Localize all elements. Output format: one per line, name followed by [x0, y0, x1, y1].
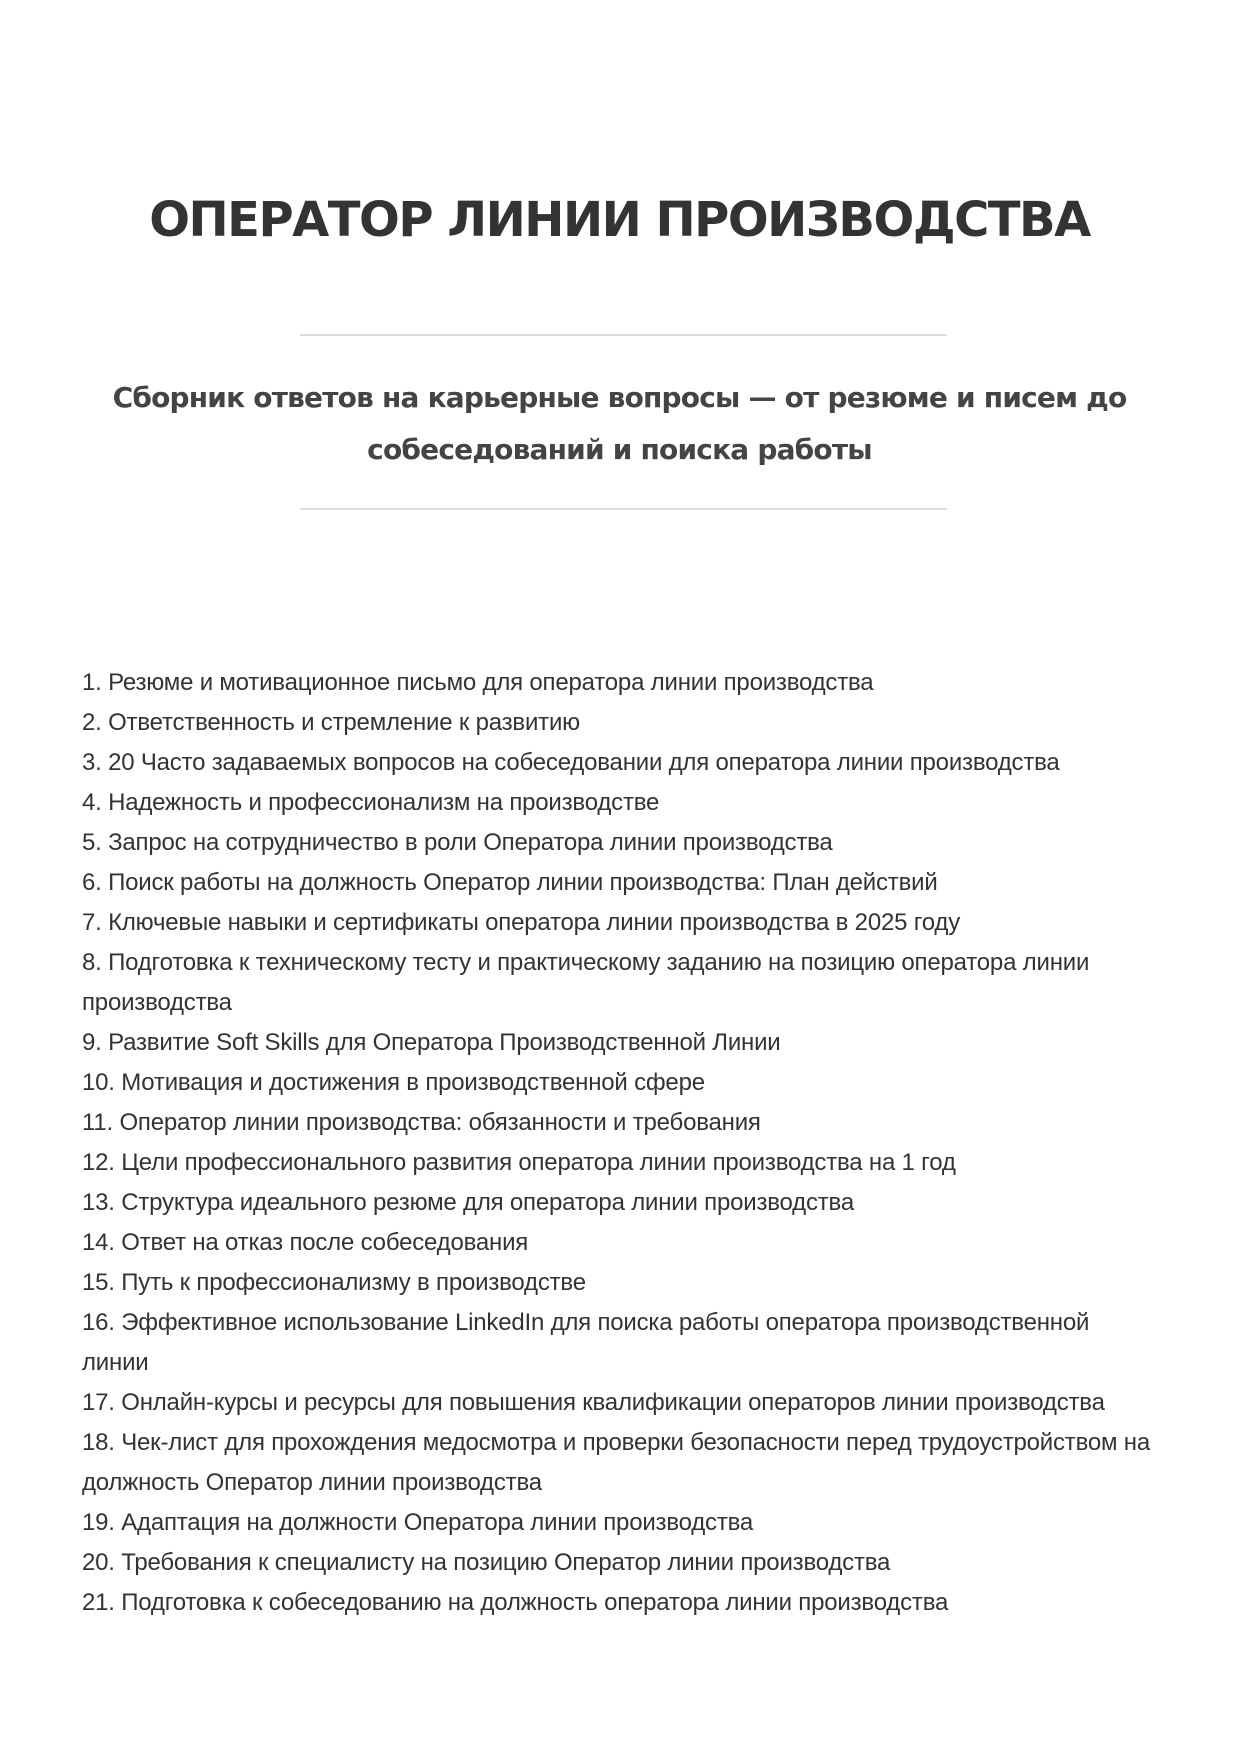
toc-item: 17. Онлайн-курсы и ресурсы для повышения квалификации операторов линии производства [82, 1389, 1105, 1416]
toc-item: 12. Цели профессионального развития оператора линии производства на 1 год [82, 1149, 956, 1176]
document-title: ОПЕРАТОР ЛИНИИ ПРОИЗВОДСТВА [149, 192, 1090, 248]
toc-item: 9. Развитие Soft Skills для Оператора Производственной Линии [82, 1029, 781, 1056]
toc-item: 18. Чек-лист для прохождения медосмотра и проверки безопасности перед трудоустройством на должность Оператор линии производства [82, 1429, 1150, 1496]
toc-item: 10. Мотивация и достижения в производственной сфере [82, 1069, 705, 1096]
toc-item: 1. Резюме и мотивационное письмо для оператора линии производства [82, 669, 874, 696]
toc-item: 8. Подготовка к техническому тесту и практическому заданию на позицию оператора линии производства [82, 949, 1090, 1016]
toc-item: 4. Надежность и профессионализм на производстве [82, 789, 660, 816]
toc-item: 16. Эффективное использование LinkedIn для поиска работы оператора производственной линии [82, 1309, 1090, 1376]
toc-item: 2. Ответственность и стремление к развитию [82, 709, 580, 736]
toc-item: 5. Запрос на сотрудничество в роли Оператора линии производства [82, 829, 833, 856]
divider-top [300, 334, 947, 336]
toc-item: 7. Ключевые навыки и сертификаты оператора линии производства в 2025 году [82, 909, 960, 936]
toc-item: 3. 20 Часто задаваемых вопросов на собеседовании для оператора линии производства [82, 749, 1060, 776]
toc-item: 21. Подготовка к собеседованию на должность оператора линии производства [82, 1589, 949, 1616]
divider-bottom [300, 508, 947, 510]
toc-item: 11. Оператор линии производства: обязанности и требования [82, 1109, 761, 1136]
toc-item: 6. Поиск работы на должность Оператор линии производства: План действий [82, 869, 938, 896]
toc-item: 20. Требования к специалисту на позицию Оператор линии производства [82, 1549, 891, 1576]
toc-item: 15. Путь к профессионализму в производстве [82, 1269, 586, 1296]
toc-item: 19. Адаптация на должности Оператора линии производства [82, 1509, 754, 1536]
toc-item: 13. Структура идеального резюме для оператора линии производства [82, 1189, 854, 1216]
table-of-contents [82, 663, 1162, 1623]
document-subtitle: Сборник ответов на карьерные вопросы — от резюме и писем до собеседований и поиска работы [112, 381, 1127, 466]
toc-item: 14. Ответ на отказ после собеседования [82, 1229, 529, 1256]
